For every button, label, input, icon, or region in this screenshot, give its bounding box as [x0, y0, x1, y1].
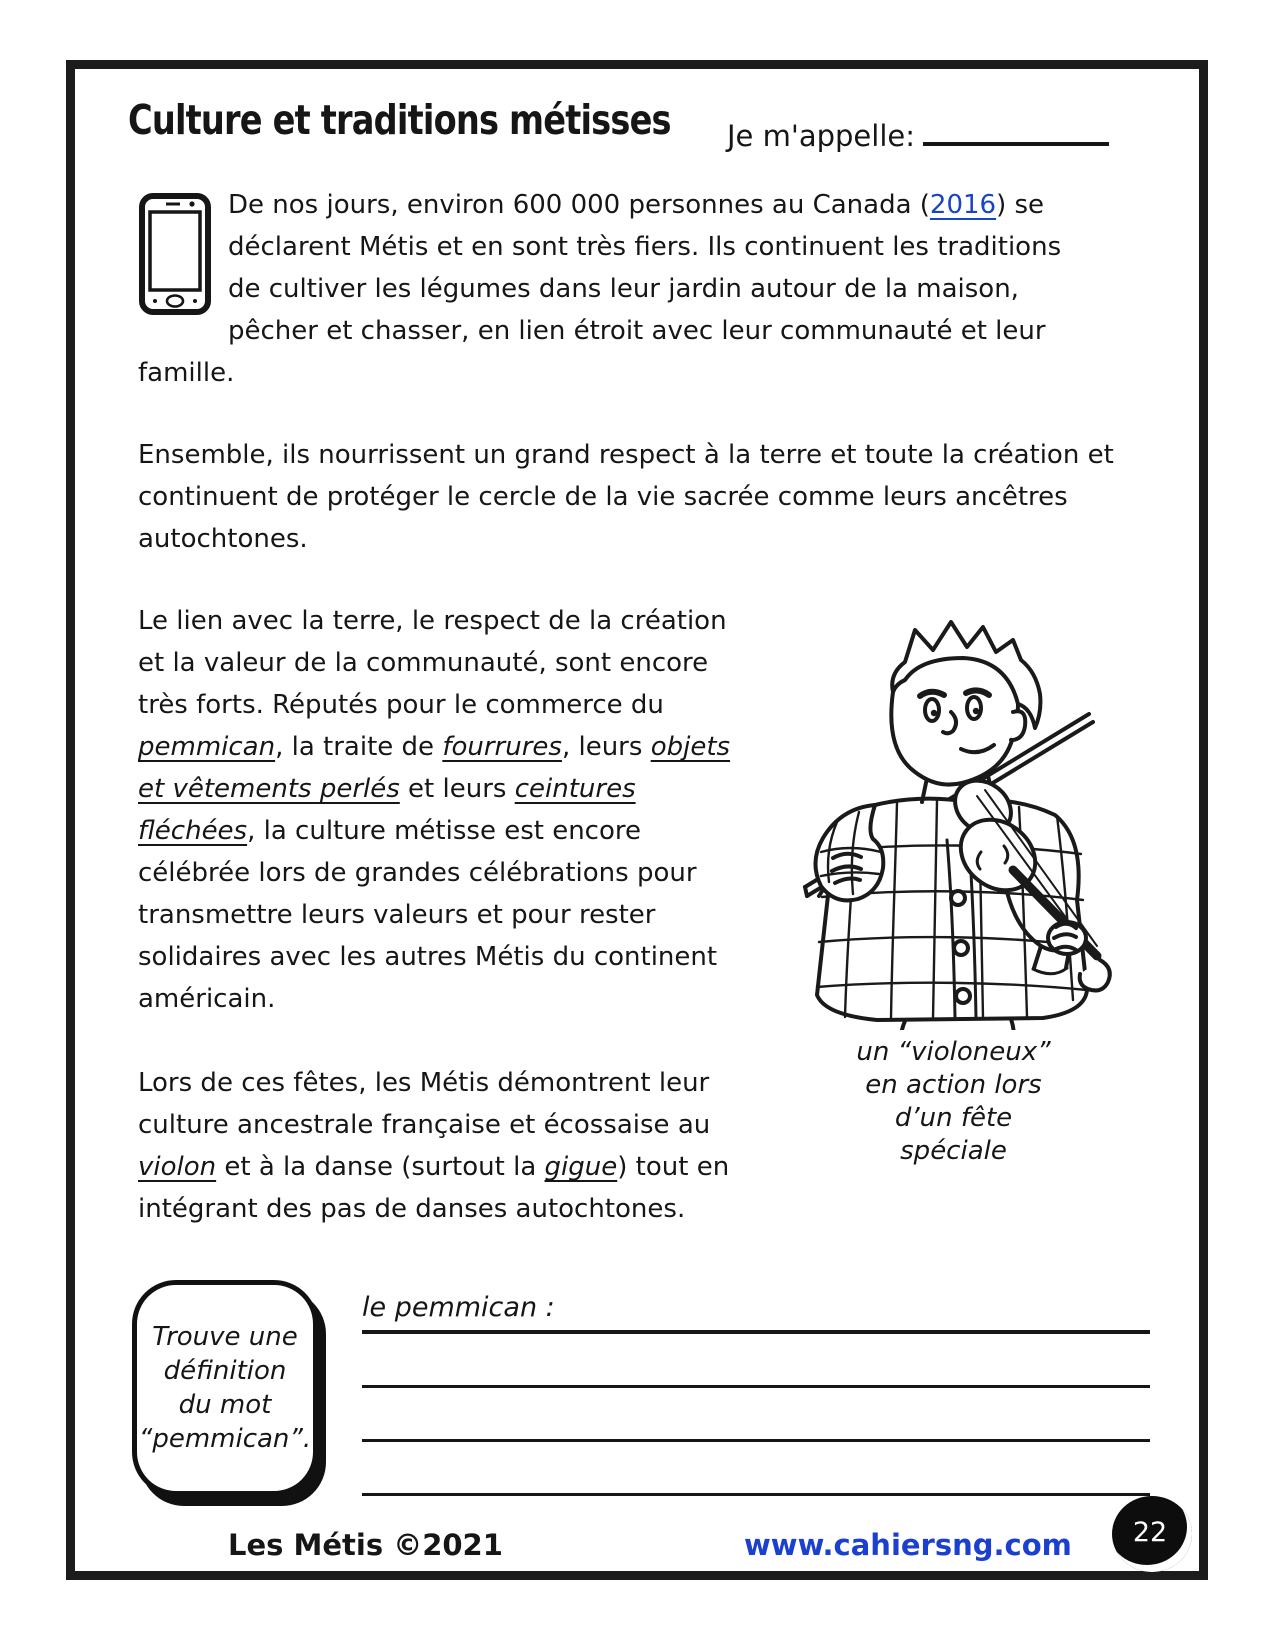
paragraph-fetes: Lors de ces fêtes, les Métis démontrent leur culture ancestrale française et écossaise au violon et à la danse (surtout la gigue) tout en intégrant des pas de danses autochtones.: [138, 1068, 730, 1224]
figure-caption: un “violoneux” en action lors d’un fête spéciale: [856, 1037, 1051, 1166]
smartphone-icon: [138, 192, 212, 316]
underlined-term: pemmican: [138, 732, 276, 762]
definition-prompt-label: le pemmican :: [362, 1292, 555, 1323]
instruction-bubble-text: Trouve une définition du mot “pemmican”.: [138, 1322, 312, 1454]
main-columns: [138, 600, 1152, 1230]
definition-prompt-line[interactable]: [362, 1292, 1150, 1334]
write-line[interactable]: [362, 1388, 1150, 1442]
underlined-term: ceintures fléchées: [138, 774, 636, 846]
footer-copyright: Les Métis ©2021: [228, 1528, 503, 1562]
name-blank-line[interactable]: [923, 112, 1109, 146]
census-year-link[interactable]: 2016: [929, 190, 997, 220]
underlined-term: gigue: [544, 1152, 618, 1182]
instruction-bubble: [132, 1280, 318, 1496]
underlined-term: violon: [138, 1152, 217, 1182]
fiddler-figure: [755, 600, 1152, 1168]
underlined-term: objets et vêtements perlés: [138, 732, 731, 804]
paragraph-respect: Ensemble, ils nourrissent un grand respect à la terre et toute la création et continuent de protéger le cercle de la vie sacrée comme leurs ancêtres autochtones.: [138, 440, 1114, 554]
name-row: [727, 112, 1109, 153]
page-number: 22: [1132, 1516, 1168, 1548]
name-label: Je m'appelle:: [727, 119, 915, 153]
write-line[interactable]: [362, 1442, 1150, 1496]
page-title: Culture et traditions métisses: [128, 96, 671, 144]
paragraph-culture: Le lien avec la terre, le respect de la création et la valeur de la communauté, sont encore très forts. Réputés pour le commerce du pemmican, la traite de fourrures, leurs objets et vêtements perlés et leurs ceintures fléchées, la culture métisse est encore célébrée lors de grandes célébrations pour transmettre leurs valeurs et pour rester solidaires avec les autres Métis du continent américain.: [138, 606, 731, 1014]
write-line[interactable]: [362, 1334, 1150, 1388]
page-number-badge: [1112, 1496, 1192, 1572]
paragraph-intro: [138, 184, 1096, 394]
fiddler-illustration: [755, 600, 1152, 1030]
paragraph-intro-text: De nos jours, environ 600 000 personnes au Canada (2016) se déclarent Métis et en sont très fiers. Ils continuent les traditions de cultiver les légumes dans leur jardin autour de la maison, pêcher et chasser, en lien étroit avec leur communauté et leur famille.: [138, 190, 1062, 388]
write-lines: [362, 1334, 1150, 1496]
underlined-term: fourrures: [442, 732, 562, 762]
footer-website-link[interactable]: www.cahiersng.com: [744, 1528, 1072, 1562]
